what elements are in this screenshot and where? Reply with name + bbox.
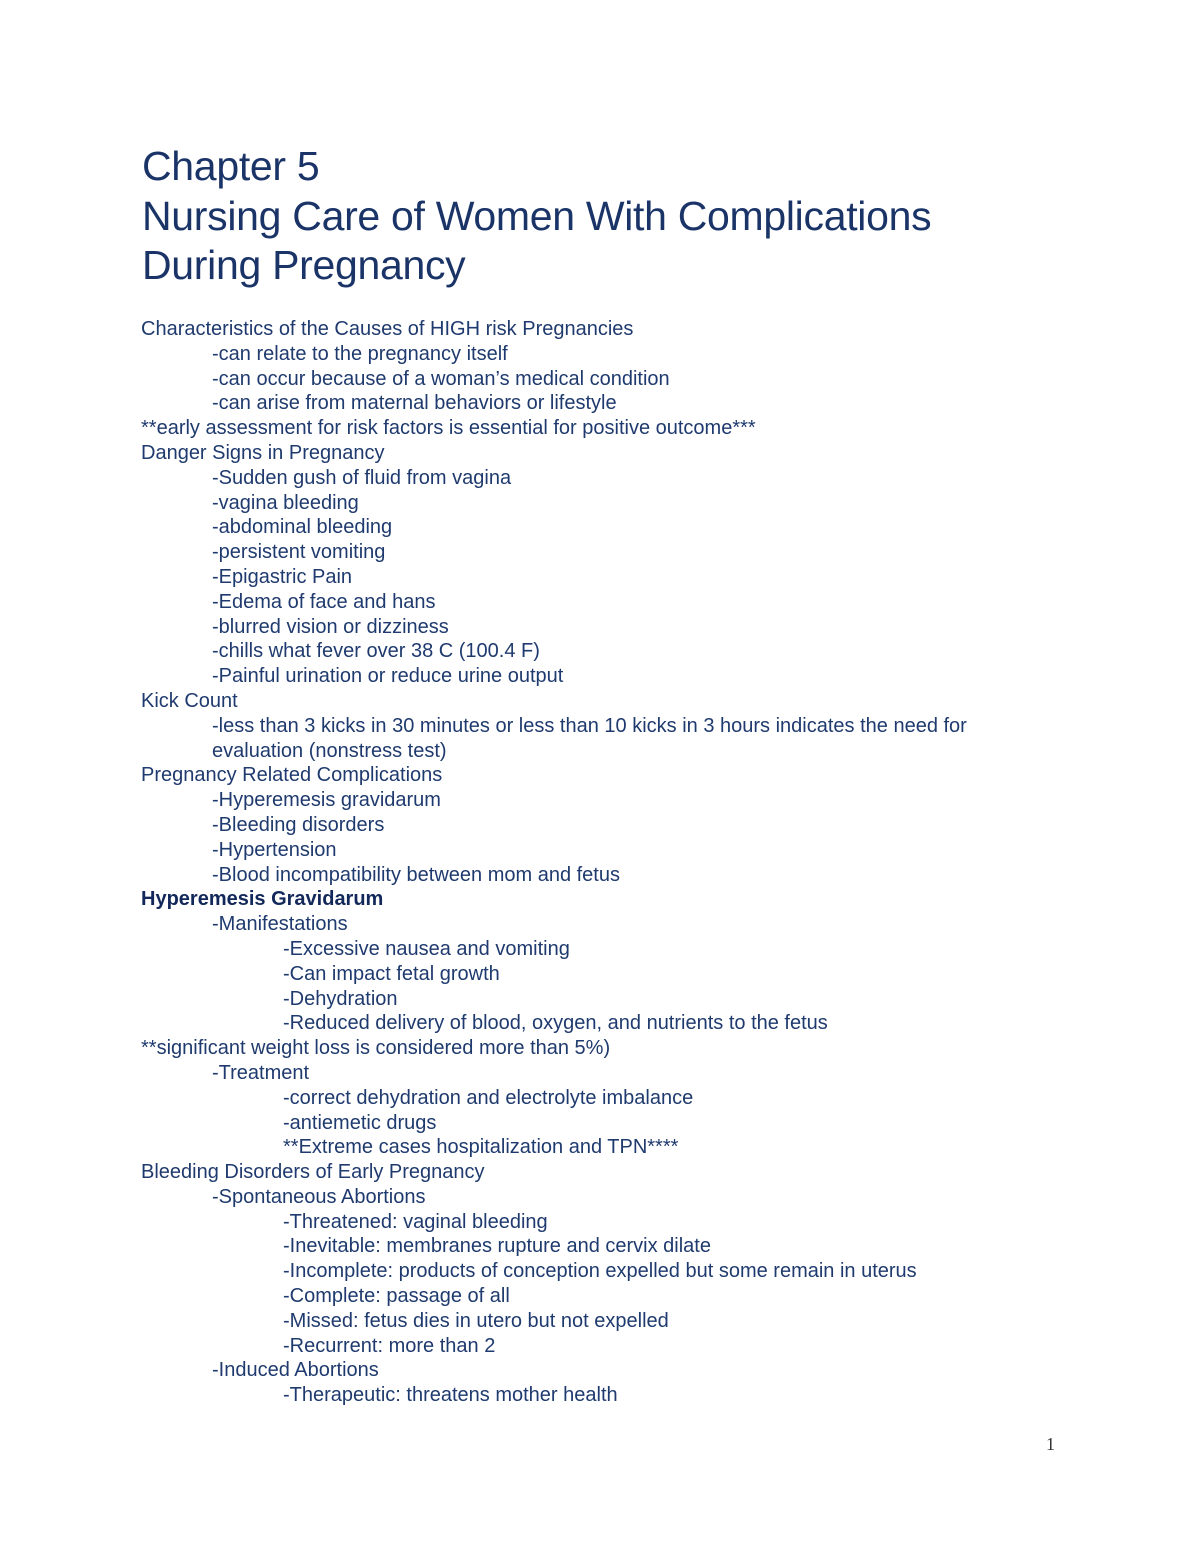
outline-item: -Blood incompatibility between mom and fetus <box>212 863 620 886</box>
outline-item: -Missed: fetus dies in utero but not expelled <box>283 1309 669 1332</box>
outline-item: -Bleeding disorders <box>212 813 385 836</box>
chapter-title-line: Nursing Care of Women With Complications <box>142 192 932 239</box>
outline-item: -Edema of face and hans <box>212 590 436 613</box>
outline-item: -can arise from maternal behaviors or lifestyle <box>212 392 617 415</box>
outline-item: -antiemetic drugs <box>283 1111 437 1134</box>
outline-item: -Threatened: vaginal bleeding <box>283 1210 548 1233</box>
outline-item: -Reduced delivery of blood, oxygen, and nutrients to the fetus <box>283 1012 828 1035</box>
outline-item: -Treatment <box>212 1061 310 1084</box>
outline-item: -Incomplete: products of conception expelled but some remain in uterus <box>283 1260 917 1283</box>
outline-item: -Spontaneous Abortions <box>212 1185 426 1208</box>
outline-item: -Inevitable: membranes rupture and cervix dilate <box>283 1235 711 1258</box>
outline-item: -Epigastric Pain <box>212 565 353 588</box>
chapter-title <box>142 142 931 291</box>
outline-item: -Dehydration <box>283 987 398 1010</box>
outline-item: -chills what fever over 38 C (100.4 F) <box>212 640 540 663</box>
outline-item: -Can impact fetal growth <box>283 962 500 985</box>
outline-item: -blurred vision or dizziness <box>212 615 449 638</box>
outline-item: -can relate to the pregnancy itself <box>212 342 508 365</box>
outline-item: -Manifestations <box>212 913 348 936</box>
outline-heading: Characteristics of the Causes of HIGH risk Pregnancies <box>141 318 634 340</box>
document-body <box>141 317 1041 1408</box>
outline-heading: Kick Count <box>141 689 238 712</box>
outline-item: -Recurrent: more than 2 <box>283 1334 496 1357</box>
outline-item: -less than 3 kicks in 30 minutes or less than 10 kicks in 3 hours indicates the need for evaluation (nonstress test) <box>212 714 967 762</box>
outline-heading: Pregnancy Related Complications <box>141 764 443 787</box>
outline-item: -Painful urination or reduce urine output <box>212 665 564 688</box>
outline-item: -abdominal bleeding <box>212 516 393 539</box>
outline-item: **Extreme cases hospitalization and TPN**** <box>283 1136 679 1159</box>
outline-item: -correct dehydration and electrolyte imbalance <box>283 1086 694 1109</box>
chapter-title-line: Chapter 5 <box>142 143 320 189</box>
outline-heading: Danger Signs in Pregnancy <box>141 441 385 464</box>
outline-item: -Induced Abortions <box>212 1359 379 1382</box>
outline-item: -persistent vomiting <box>212 541 386 564</box>
section-heading: Hyperemesis Gravidarum <box>141 888 384 911</box>
outline-heading: **significant weight loss is considered more than 5%) <box>141 1037 611 1060</box>
outline-item: -Excessive nausea and vomiting <box>283 937 570 960</box>
page-number: 1 <box>1046 1434 1055 1454</box>
outline-item: -Hypertension <box>212 838 337 861</box>
outline-item: -Sudden gush of fluid from vagina <box>212 466 512 489</box>
outline-item: -can occur because of a woman’s medical condition <box>212 367 670 390</box>
outline-item: -Complete: passage of all <box>283 1285 510 1308</box>
outline-heading: **early assessment for risk factors is essential for positive outcome*** <box>141 417 756 440</box>
outline-heading: Bleeding Disorders of Early Pregnancy <box>141 1161 485 1184</box>
outline-item: -vagina bleeding <box>212 491 359 514</box>
outline-item: -Therapeutic: threatens mother health <box>283 1384 618 1407</box>
chapter-title-line: During Pregnancy <box>142 242 466 288</box>
outline-item: -Hyperemesis gravidarum <box>212 789 441 812</box>
